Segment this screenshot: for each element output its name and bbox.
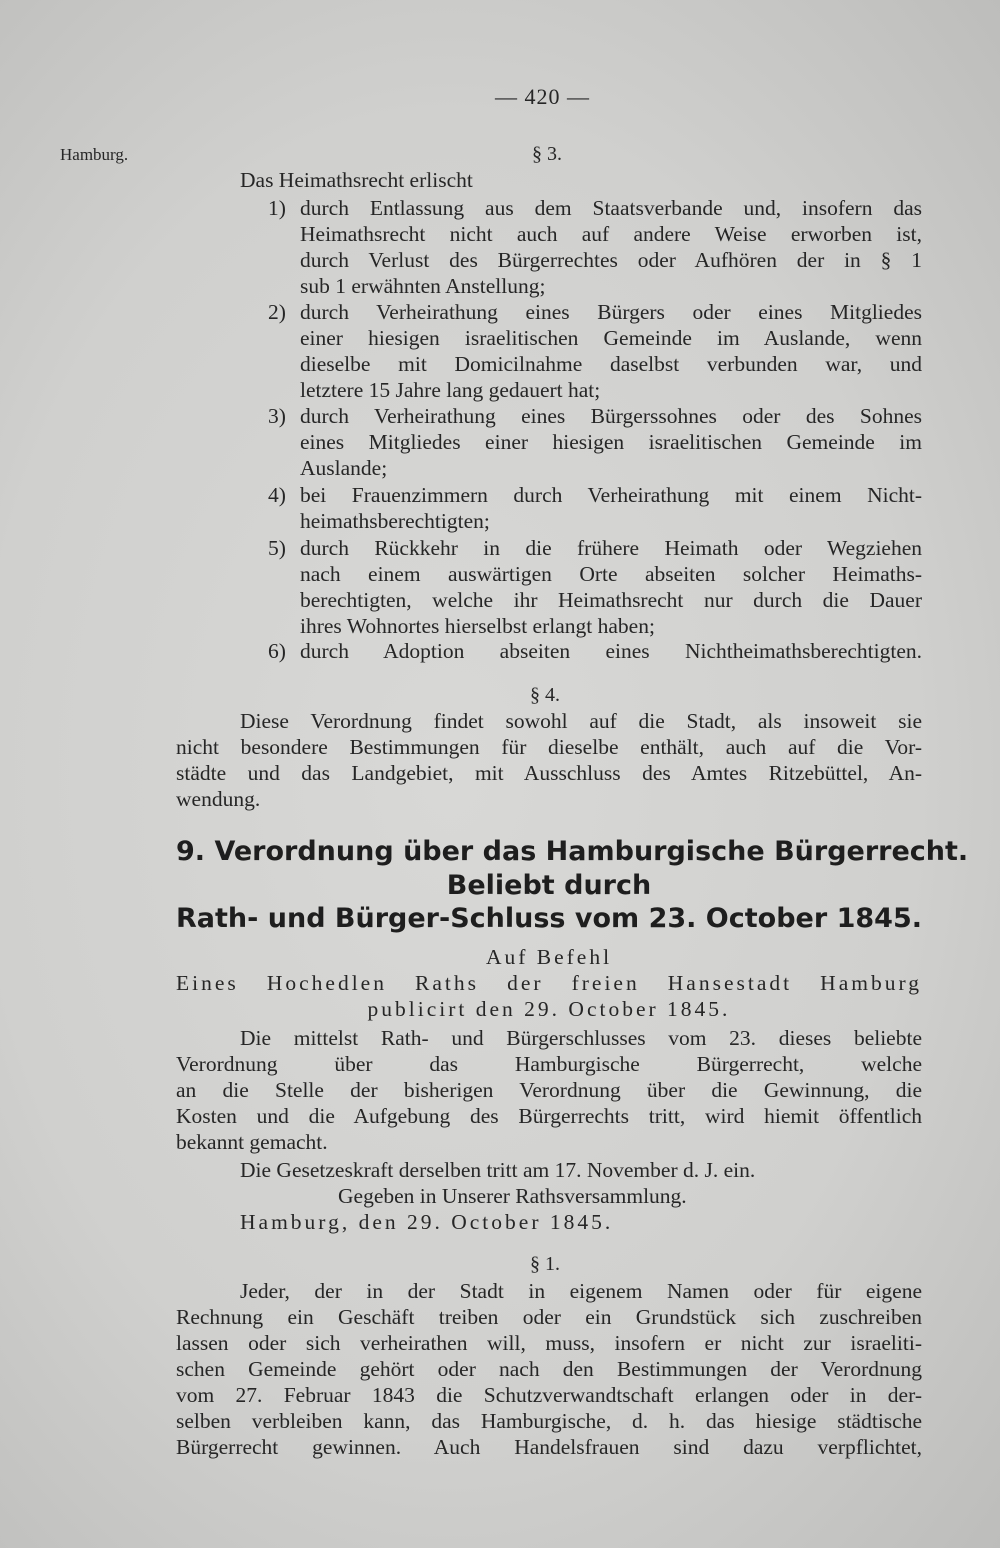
paragraph-line: Jeder, der in der Stadt in eigenem Namen oder für eigene (240, 1279, 922, 1303)
list-item-line: ihres Wohnortes hierselbst erlangt haben; (300, 614, 655, 638)
given-line: Gegeben in Unserer Rathsversammlung. (338, 1184, 687, 1208)
list-item-number: 1) (268, 196, 286, 220)
list-item-line: Auslande; (300, 456, 388, 480)
section-3-heading: § 3. (532, 143, 562, 165)
list-item-line: einer hiesigen israelitischen Gemeinde im Auslande, wenn (300, 326, 922, 350)
paragraph-line: schen Gemeinde gehört oder nach den Bestimmungen der Verordnung (176, 1357, 922, 1381)
list-item-line: heimathsberechtigten; (300, 509, 490, 533)
paragraph-line: Die mittelst Rath- und Bürgerschlusses vom 23. dieses beliebte (240, 1026, 922, 1050)
command-line: publicirt den 29. October 1845. (367, 997, 731, 1021)
ordinance-subtitle: Beliebt durch (446, 870, 652, 901)
force-line: Die Gesetzeskraft derselben tritt am 17. November d. J. ein. (240, 1158, 756, 1182)
place-date: Hamburg, den 29. October 1845. (240, 1210, 614, 1234)
paragraph-line: Kosten und die Aufgebung des Bürgerrechts tritt, wird hiemit öffentlich (176, 1104, 922, 1128)
page-number: — 420 — (495, 84, 590, 109)
list-item-line: durch Verheirathung eines Bürgers oder eines Mitgliedes (300, 300, 922, 324)
ordinance-subtitle: Rath- und Bürger-Schluss vom 23. October 1845. (176, 903, 922, 934)
command-line: Eines Hochedlen Raths der freien Hansestadt Hamburg (176, 971, 922, 995)
paragraph-line: an die Stelle der bisherigen Verordnung über die Gewinnung, die (176, 1078, 922, 1102)
list-item-line: durch Adoption abseiten eines Nichtheimathsberechtigten. (300, 639, 922, 663)
paragraph-line: Bürgerrecht gewinnen. Auch Handelsfrauen sind dazu verpflichtet, (176, 1435, 922, 1459)
list-item-line: berechtigten, welche ihr Heimathsrecht nur durch die Dauer (300, 588, 922, 612)
list-item-line: letztere 15 Jahre lang gedauert hat; (300, 378, 601, 402)
list-item-number: 3) (268, 404, 286, 428)
paragraph-line: wendung. (176, 787, 261, 811)
paragraph-line: bekannt gemacht. (176, 1130, 328, 1154)
list-item-number: 5) (268, 536, 286, 560)
list-item-line: nach einem auswärtigen Orte abseiten solcher Heimaths- (300, 562, 922, 586)
list-item-line: dieselbe mit Domicilnahme daselbst verbunden war, und (300, 352, 922, 376)
paragraph-line: städte und das Landgebiet, mit Ausschluss des Amtes Ritzebüttel, An- (176, 761, 922, 785)
paragraph-line: vom 27. Februar 1843 die Schutzverwandtschaft erlangen oder in der- (176, 1383, 922, 1407)
list-item-line: sub 1 erwähnten Anstellung; (300, 274, 546, 298)
margin-note: Hamburg. (60, 145, 129, 164)
list-item-number: 4) (268, 483, 286, 507)
paragraph-line: selben verbleiben kann, das Hamburgische, d. h. das hiesige städtische (176, 1409, 922, 1433)
section-1-heading: § 1. (530, 1253, 560, 1275)
list-item-line: durch Verheirathung eines Bürgerssohnes oder des Sohnes (300, 404, 922, 428)
list-item-line: durch Entlassung aus dem Staatsverbande und, insofern das (300, 196, 922, 220)
list-item-line: Heimathsrecht nicht auch auf andere Weise erworben ist, (300, 222, 922, 246)
paragraph-line: Diese Verordnung findet sowohl auf die Stadt, als insoweit sie (240, 709, 922, 733)
paragraph-line: Verordnung über das Hamburgische Bürgerrecht, welche (176, 1052, 922, 1076)
ordinance-title: 9. Verordnung über das Hamburgische Bürgerrecht. (176, 836, 969, 867)
list-item-line: durch Verlust des Bürgerrechtes oder Aufhören der in § 1 (300, 248, 922, 272)
list-item-number: 2) (268, 300, 286, 324)
list-item-line: durch Rückkehr in die frühere Heimath oder Wegziehen (300, 536, 922, 560)
paragraph-line: Rechnung ein Geschäft treiben oder ein Grundstück sich zuschreiben (176, 1305, 922, 1329)
section-3-intro: Das Heimathsrecht erlischt (240, 168, 473, 192)
command-line: Auf Befehl (485, 945, 613, 969)
list-item-number: 6) (268, 639, 286, 663)
paragraph-line: lassen oder sich verheirathen will, muss, insofern er nicht zur israeliti- (176, 1331, 922, 1355)
list-item-line: bei Frauenzimmern durch Verheirathung mit einem Nicht- (300, 483, 922, 507)
section-4-heading: § 4. (530, 684, 560, 706)
list-item-line: eines Mitgliedes einer hiesigen israelitischen Gemeinde im (300, 430, 922, 454)
paragraph-line: nicht besondere Bestimmungen für dieselbe enthält, auch auf die Vor- (176, 735, 922, 759)
